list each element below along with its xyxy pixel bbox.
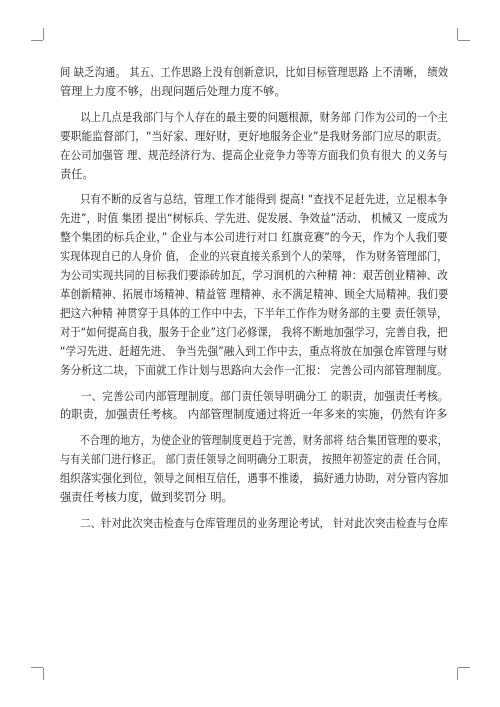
text-line: 对于“如何提高自我，服务于企业”这门必修课， 我将不断地加强学习，完善自我，把 <box>60 325 448 339</box>
text-line: 只有不断的反省与总结，管理工作才能得到 提高! “查找不足赶先进，立足根本争 <box>80 193 448 207</box>
crop-mark-top-right-horizontal <box>458 40 470 41</box>
crop-mark-top-left-horizontal <box>31 40 43 41</box>
text-line: 强责任考核力度，做到奖罚分 明。 <box>60 491 233 505</box>
crop-mark-bottom-right-horizontal <box>458 667 470 668</box>
text-line: 的职责，加强责任考核。 内部管理制度通过将近一年多来的实施，仍然有许多 <box>60 408 448 422</box>
text-line: 要职能监督部门，“当好家、理好财，更好地服务企业”是我财务部门应尽的职责。 <box>60 129 448 143</box>
text-line: 间 缺乏沟通。 其五、工作思路上没有创新意识，比如目标管理思路 上不清晰， 绩效 <box>60 66 449 79</box>
text-line: 以上几点是我部门与个人存在的最主要的问题根源，财务部 门作为公司的一个主 <box>80 110 448 124</box>
crop-mark-bottom-left-vertical <box>43 668 44 680</box>
crop-mark-bottom-right-vertical <box>457 668 458 680</box>
text-line: 组织落实强化到位，领导之间相互信任，遇事不推诿， 搞好通力协助，对分管内容加 <box>60 472 449 486</box>
crop-mark-top-left-vertical <box>43 28 44 40</box>
text-line: “学习先进、赶超先进、 争当先强”融入到工作中去，重点将放在加强仓库管理与财 <box>60 344 448 358</box>
text-line: 在公司加强管 理、规范经济行为、提高企业竞争力等等方面我们负有很大 的义务与 <box>60 148 448 162</box>
text-line: 不合理的地方，为使企业的管理制度更趋于完善，财务部将 结合集团管理的要求， <box>79 434 448 448</box>
text-line: 实现体现自已的人身价 值， 企业的兴衰直接关系到个人的荣辱， 作为财务管理部门， <box>60 250 448 264</box>
text-line: 把这六种精 神贯穿于具体的工作中中去，下半年工作作为财务部的主要 责任领导， <box>60 306 448 320</box>
text-line: 为公司实现共同的目标我们要添砖加瓦，学习润机的六种精 神：艰苦创业精神、改 <box>60 269 448 283</box>
text-line: 与有关部门进行修正。 部门责任领导之间明确分工职责， 按照年初签定的责 任合同， <box>60 453 448 467</box>
text-line: 一、完善公司内部管理制度。部门责任领导明确分工 的职责，加强责任考核。 <box>80 389 449 403</box>
text-line: 管理上力度不够，出现问题后处理力度不够。 <box>60 84 286 98</box>
text-line: 责任。 <box>60 167 94 181</box>
document-body <box>60 64 448 534</box>
crop-mark-bottom-left-horizontal <box>31 667 43 668</box>
text-line: 整个集团的标兵企业，” 企业与本公司进行对口 红旗竞赛”的今天，作为个人我们要 <box>60 231 448 245</box>
crop-mark-top-right-vertical <box>457 28 458 40</box>
text-line: 先进”，时值 集团 提出“树标兵、学先进、促发展、争效益”活动、 机械又 一度成为 <box>60 212 449 226</box>
text-line: 革创新精神、拓展市场精神、精益管 理精神、永不满足精神、顾全大局精神。我们要 <box>60 287 449 301</box>
text-line: 务分析这二块，下面就工作计划与思路向大会作一汇报： 完善公司内部管理制度。 <box>60 363 448 377</box>
text-line: 二、针对此次突击检查与仓库管理员的业务理论考试， 针对此次突击检查与仓库 <box>80 516 448 530</box>
